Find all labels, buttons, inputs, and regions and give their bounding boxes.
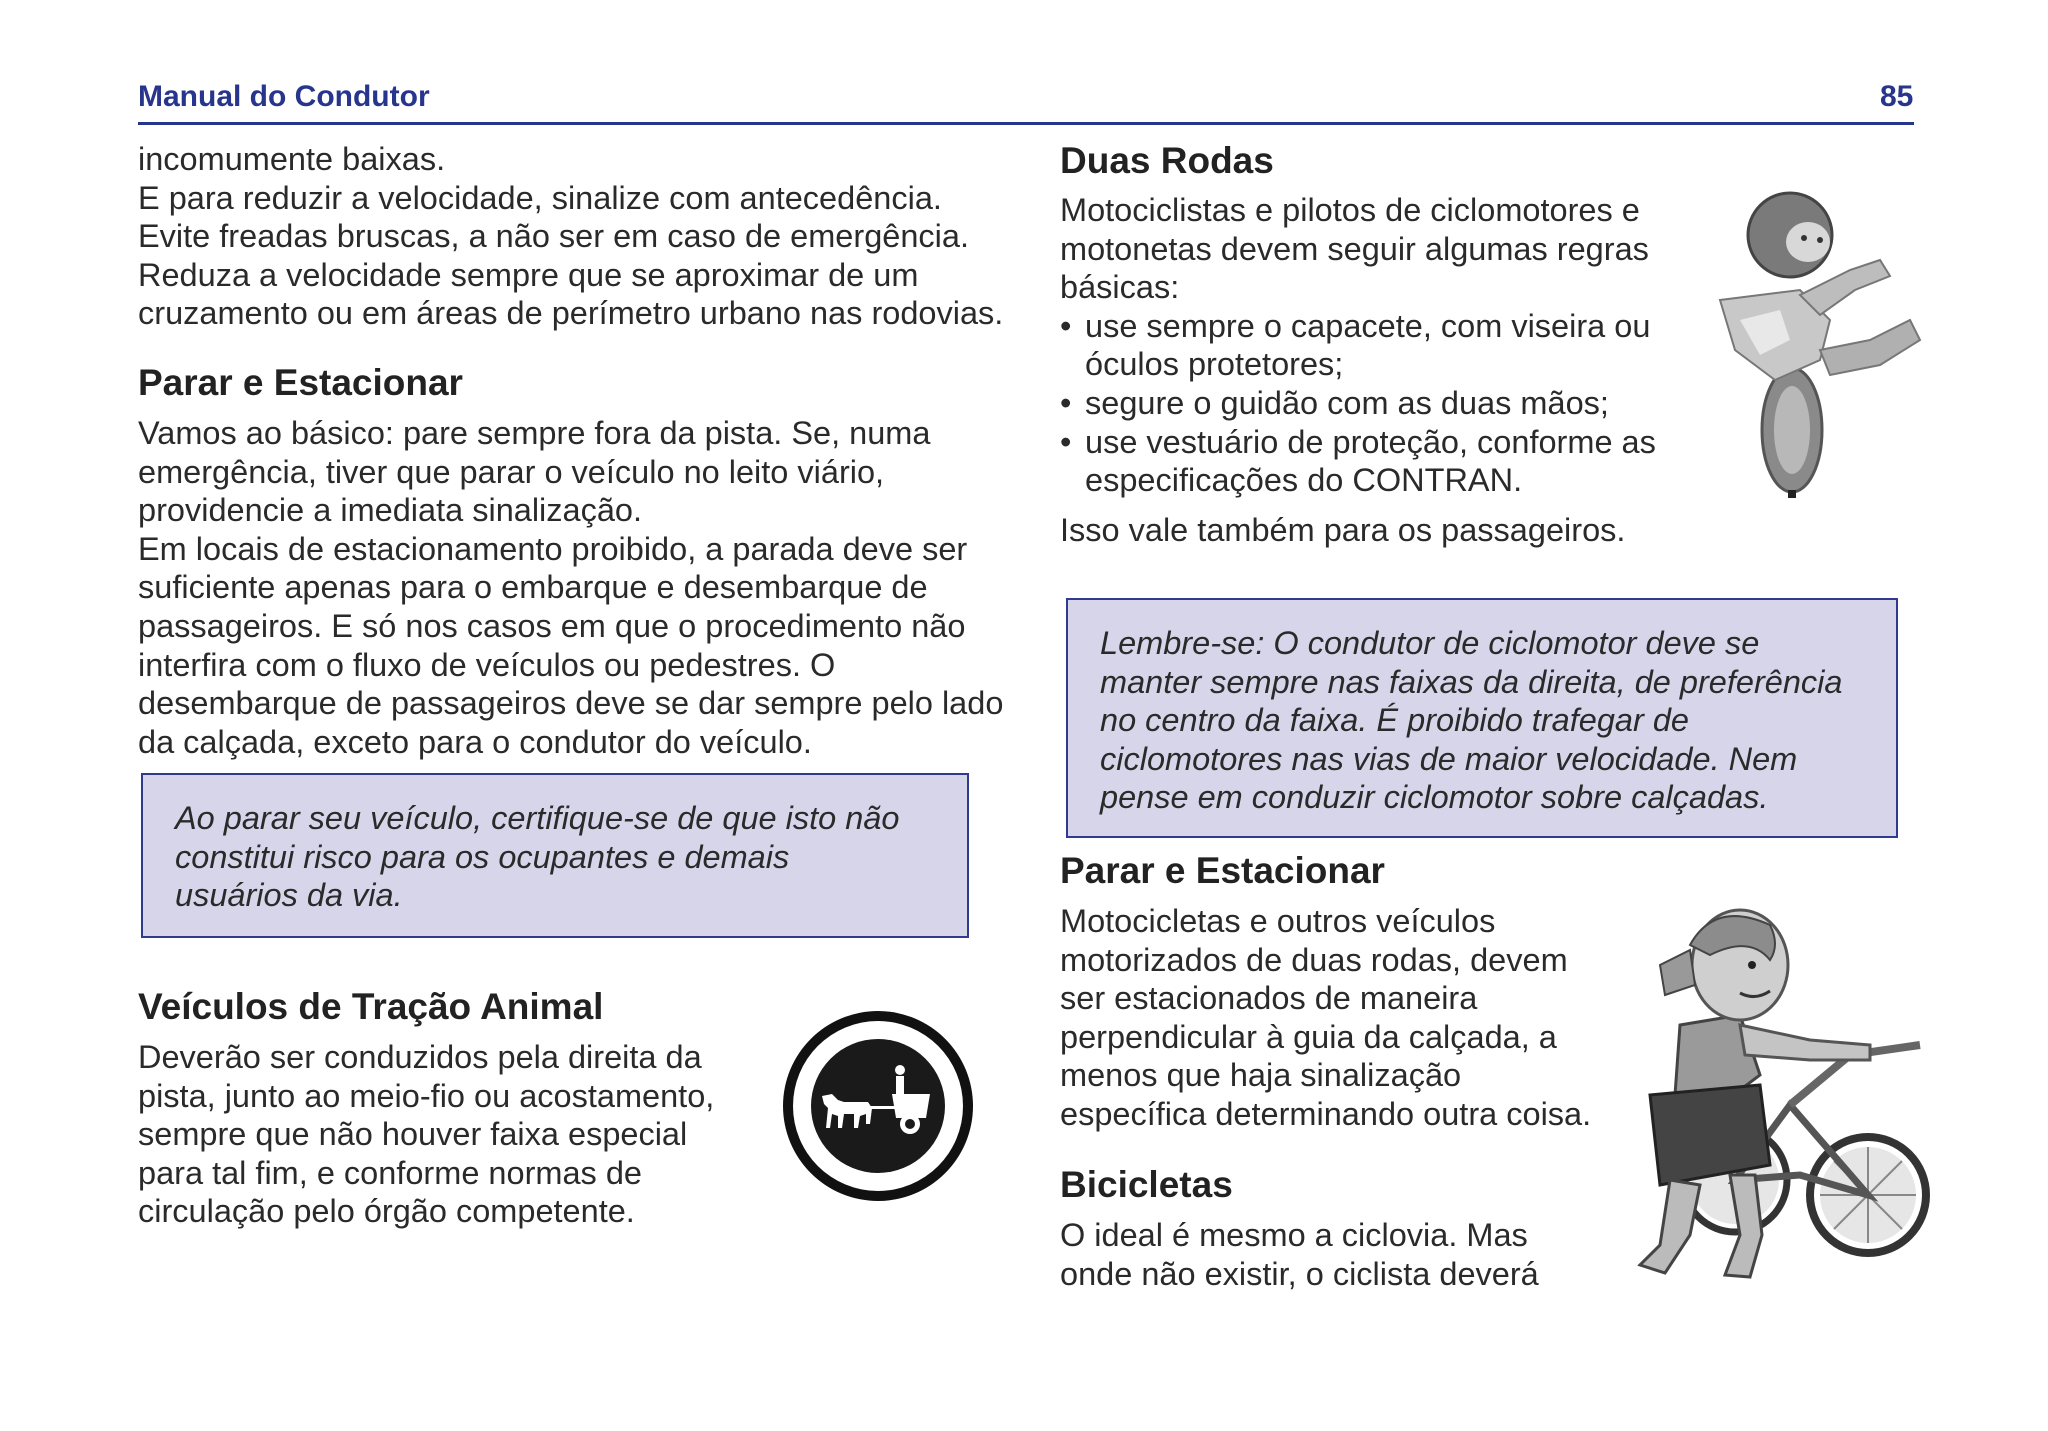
girl-with-bicycle-illustration-icon xyxy=(1620,905,1930,1305)
bullet-text: use vestuário de proteção, conforme as xyxy=(1085,423,1656,460)
text-line: perpendicular à guia da calçada, a xyxy=(1060,1018,1557,1055)
text-line: pista, junto ao meio-fio ou acostamento, xyxy=(138,1077,715,1114)
note-line: Lembre-se: O condutor de ciclomotor deve se xyxy=(1100,625,1760,661)
note-line: constitui risco para os ocupantes e demais xyxy=(175,838,790,875)
bullet-continuation: óculos protetores; xyxy=(1085,346,1344,383)
passengers-note-line: Isso vale também para os passageiros. xyxy=(1060,512,1626,548)
heading-duas-rodas: Duas Rodas xyxy=(1060,140,1274,181)
parar-paragraph xyxy=(138,414,1003,761)
text-line: passageiros. E só nos casos em que o procedimento não xyxy=(138,607,966,644)
parar-motos-paragraph xyxy=(1060,902,1591,1134)
no-animal-drawn-vehicles-sign-icon xyxy=(780,1008,976,1204)
text-line: menos que haja sinalização xyxy=(1060,1057,1462,1094)
text-line: O ideal é mesmo a ciclovia. Mas xyxy=(1060,1217,1528,1253)
text-line: Em locais de estacionamento proibido, a parada deve ser xyxy=(138,530,968,567)
tracao-paragraph xyxy=(138,1038,714,1231)
bullet-item xyxy=(1060,384,1656,423)
bullet-icon: • xyxy=(1060,423,1072,460)
note-line: no centro da faixa. É proibido trafegar de xyxy=(1100,702,1689,739)
ciclomotor-reminder-note xyxy=(1066,598,1898,838)
text-line: incomumente baixas. xyxy=(138,141,446,177)
bullet-continuation: especificações do CONTRAN. xyxy=(1085,462,1523,499)
page-number: 85 xyxy=(1880,80,1914,113)
bicicletas-paragraph xyxy=(1060,1216,1539,1293)
note-line: pense em conduzir ciclomotor sobre calçadas. xyxy=(1100,779,1769,816)
parking-safety-note xyxy=(141,773,969,938)
text-line: ser estacionados de maneira xyxy=(1060,980,1478,1017)
note-line: manter sempre nas faixas da direita, de preferência xyxy=(1100,663,1843,700)
text-line: onde não existir, o ciclista deverá xyxy=(1060,1255,1539,1292)
bullet-icon: • xyxy=(1060,384,1072,421)
motorcyclist-illustration-icon xyxy=(1680,190,1930,500)
bullet-text: use sempre o capacete, com viseira ou xyxy=(1085,307,1651,344)
heading-tracao-animal: Veículos de Tração Animal xyxy=(138,986,604,1027)
manual-title: Manual do Condutor xyxy=(138,80,430,113)
text-line: motonetas devem seguir algumas regras xyxy=(1060,230,1649,267)
bullet-icon: • xyxy=(1060,307,1072,344)
text-line: interfira com o fluxo de veículos ou pedestres. O xyxy=(138,646,836,683)
text-line: motorizados de duas rodas, devem xyxy=(1060,941,1568,978)
bullet-item xyxy=(1060,423,1656,462)
text-line: Evite freadas bruscas, a não ser em caso de emergência. xyxy=(138,218,969,255)
text-line: Motocicletas e outros veículos xyxy=(1060,903,1496,939)
note-line: usuários da via. xyxy=(175,877,403,914)
note-text xyxy=(175,799,899,915)
heading-bicicletas: Bicicletas xyxy=(1060,1164,1233,1205)
note-text xyxy=(1100,624,1842,817)
bullet-text: segure o guidão com as duas mãos; xyxy=(1085,384,1609,421)
note-line: Ao parar seu veículo, certifique-se de que isto não xyxy=(175,800,900,836)
text-line: circulação pelo órgão competente. xyxy=(138,1193,635,1230)
text-line: sempre que não houver faixa especial xyxy=(138,1116,688,1153)
text-line: desembarque de passageiros deve se dar sempre pelo lado xyxy=(138,685,1004,722)
text-line: providencie a imediata sinalização. xyxy=(138,492,643,529)
text-line: Vamos ao básico: pare sempre fora da pista. Se, numa xyxy=(138,415,931,451)
text-line: para tal fim, e conforme normas de xyxy=(138,1154,642,1191)
text-line: básicas: xyxy=(1060,269,1180,306)
text-line: Deverão ser conduzidos pela direita da xyxy=(138,1039,702,1075)
text-line: específica determinando outra coisa. xyxy=(1060,1095,1592,1132)
text-line: Motociclistas e pilotos de ciclomotores e xyxy=(1060,192,1640,228)
header-rule xyxy=(138,122,1914,125)
text-line: suficiente apenas para o embarque e desembarque de xyxy=(138,569,928,606)
text-line: da calçada, exceto para o condutor do veículo. xyxy=(138,723,812,760)
intro-paragraph xyxy=(138,140,1003,333)
text-line: Reduza a velocidade sempre que se aproximar de um xyxy=(138,256,919,293)
note-line: ciclomotores nas vias de maior velocidade. Nem xyxy=(1100,740,1798,777)
text-line: E para reduzir a velocidade, sinalize com antecedência. xyxy=(138,179,942,216)
bullet-item xyxy=(1060,307,1656,346)
duas-rodas-paragraph xyxy=(1060,191,1656,500)
text-line: cruzamento ou em áreas de perímetro urbano nas rodovias. xyxy=(138,295,1004,332)
heading-parar-estacionar: Parar e Estacionar xyxy=(138,362,463,403)
heading-parar-estacionar-motos: Parar e Estacionar xyxy=(1060,850,1385,891)
text-line: emergência, tiver que parar o veículo no leito viário, xyxy=(138,453,885,490)
